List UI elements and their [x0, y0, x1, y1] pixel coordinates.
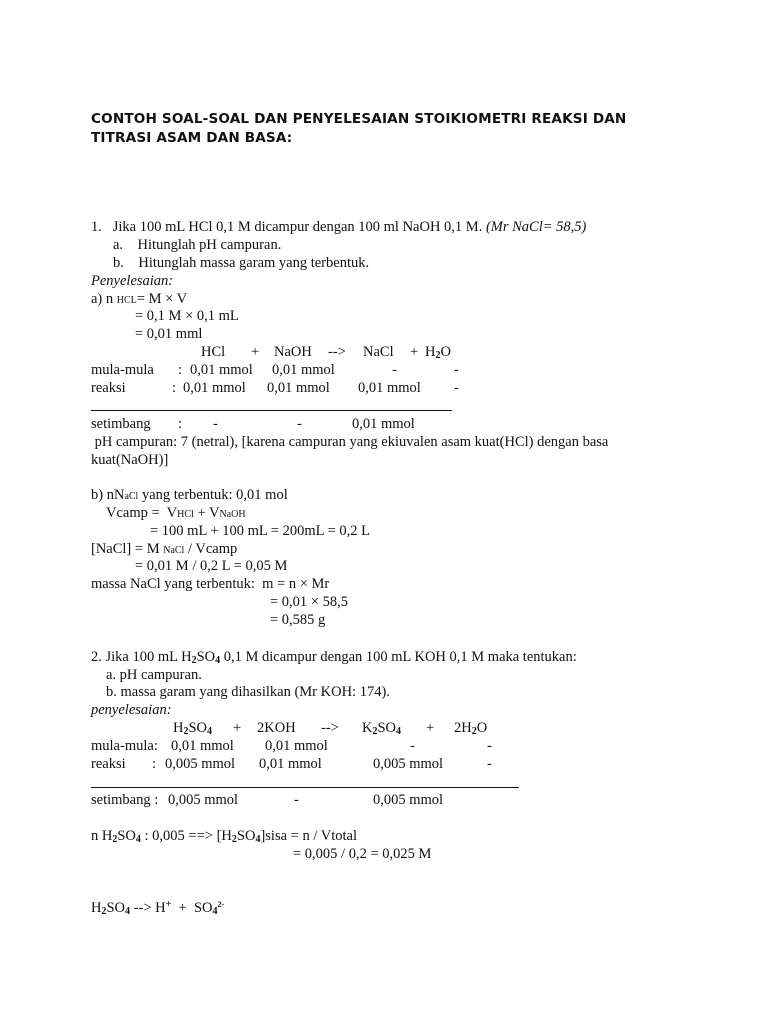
cell-hcl: - — [213, 416, 218, 432]
row-label: mula-mula — [91, 362, 154, 378]
row-label: reaksi — [91, 756, 126, 772]
nacl-concentration-calc: = 0,01 M / 0,2 L = 0,05 M — [135, 558, 288, 574]
cell-koh: - — [294, 792, 299, 808]
cell-nacl: 0,01 mmol — [352, 416, 415, 432]
plus-sign: + — [251, 344, 260, 360]
row-label: setimbang — [91, 416, 151, 432]
cell-h2o: - — [487, 756, 492, 772]
vcamp-calc: = 100 mL + 100 mL = 200mL = 0,2 L — [150, 523, 370, 539]
problem-2-solution-label: penyelesaian: — [91, 702, 172, 718]
moles-hcl-formula: a) n HCL= M × V — [91, 291, 188, 307]
cell-hcl: 0,01 mmol — [183, 380, 246, 396]
nacl-mass-calc-2: = 0,585 g — [270, 612, 326, 628]
vcamp-formula: Vcamp = VHCl + VNaOH — [106, 505, 246, 521]
cell-naoh: - — [297, 416, 302, 432]
h2so4-concentration-calc: = 0,005 / 0,2 = 0,025 M — [293, 846, 432, 862]
cell-k2so4: 0,005 mmol — [373, 756, 444, 772]
problem-1-part-b: b. Hitunglah massa garam yang terbentuk. — [113, 255, 370, 271]
cell-koh: 0,01 mmol — [265, 738, 328, 754]
document-title: CONTOH SOAL-SOAL DAN PENYELESAIAN STOIKIOMETRI REAKSI DAN TITRASI ASAM DAN BASA: — [91, 111, 627, 146]
nacl-mass-formula: massa NaCl yang terbentuk: m = n × Mr — [91, 576, 330, 592]
cell-nacl: - — [392, 362, 397, 378]
moles-hcl-calc-1: = 0,1 M × 0,1 mL — [135, 308, 239, 324]
moles-nacl-line: b) nNaCl yang terbentuk: 0,01 mol — [91, 487, 288, 503]
row-label: mula-mula: — [91, 738, 158, 754]
nacl-mass-calc-1: = 0,01 × 58,5 — [270, 594, 348, 610]
cell-h2o: - — [487, 738, 492, 754]
plus-sign: + — [410, 344, 419, 360]
reactant-hcl: HCl — [201, 344, 226, 360]
cell-h2so4: 0,005 mmol — [165, 756, 236, 772]
row-separator: : — [178, 362, 183, 378]
cell-h2o: - — [454, 380, 459, 396]
cell-naoh: 0,01 mmol — [267, 380, 330, 396]
product-h2o: $H_2O$ — [425, 344, 451, 361]
reaction-arrow: --> — [328, 344, 346, 360]
problem-1-question: 1. Jika 100 mL HCl 0,1 M dicampur dengan 100 ml NaOH 0,1 M. (Mr NaCl= 58,5) — [91, 219, 587, 235]
reactant-naoh: NaOH — [274, 344, 312, 360]
problem-2-question: 2. Jika 100 mL $H_2SO_4$ 0,1 M dicampur dengan 100 mL KOH 0,1 M maka tentukan: — [91, 649, 577, 666]
problem-1-solution-label: Penyelesaian: — [91, 273, 174, 289]
row-label: reaksi — [91, 380, 126, 396]
divider-line — [91, 787, 519, 788]
cell-k2so4: 0,005 mmol — [373, 792, 444, 808]
plus-sign: + — [426, 720, 435, 736]
cell-k2so4: - — [410, 738, 415, 754]
cell-h2o: - — [454, 362, 459, 378]
product-nacl: NaCl — [363, 344, 394, 360]
plus-sign: + — [233, 720, 242, 736]
moles-hcl-calc-2: = 0,01 mml — [135, 326, 203, 342]
cell-naoh: 0,01 mmol — [272, 362, 335, 378]
cell-nacl: 0,01 mmol — [358, 380, 421, 396]
ph-explanation-line-1: pH campuran: 7 (netral), [karena campuran yang ekiuvalen asam kuat(HCl) dengan basa — [91, 434, 609, 450]
nacl-concentration-formula: [NaCl] = M NaCl / Vcamp — [91, 541, 238, 557]
moles-h2so4-line: n $H_2SO_4$ : 0,005 ==> $[H_2SO_4]sisa = n$ / Vtotal — [91, 828, 357, 845]
problem-2-part-a: a. pH campuran. — [106, 667, 202, 683]
product-k2so4: $K_2SO_4$ — [362, 720, 402, 737]
row-separator: : — [178, 416, 183, 432]
row-separator: : — [172, 380, 177, 396]
cell-hcl: 0,01 mmol — [190, 362, 253, 378]
reaction-arrow: --> — [321, 720, 339, 736]
divider-line — [91, 410, 452, 411]
reactant-koh: 2KOH — [257, 720, 296, 736]
problem-1-part-a: a. Hitunglah pH campuran. — [113, 237, 282, 253]
row-separator: : — [152, 756, 157, 772]
reactant-h2so4: $H_2SO_4$ — [173, 720, 213, 737]
cell-h2so4: 0,005 mmol — [168, 792, 239, 808]
ph-explanation-line-2: kuat(NaOH)] — [91, 452, 169, 468]
cell-h2so4: 0,01 mmol — [171, 738, 234, 754]
problem-2-part-b: b. massa garam yang dihasilkan (Mr KOH: 174). — [106, 684, 390, 700]
cell-koh: 0,01 mmol — [259, 756, 322, 772]
ionization-equation: $H_2SO_4$ --> $H^+ + SO_4^{2-}$ — [91, 899, 225, 917]
product-h2o: $2H_2O$ — [454, 720, 488, 737]
row-label: setimbang : — [91, 792, 159, 808]
